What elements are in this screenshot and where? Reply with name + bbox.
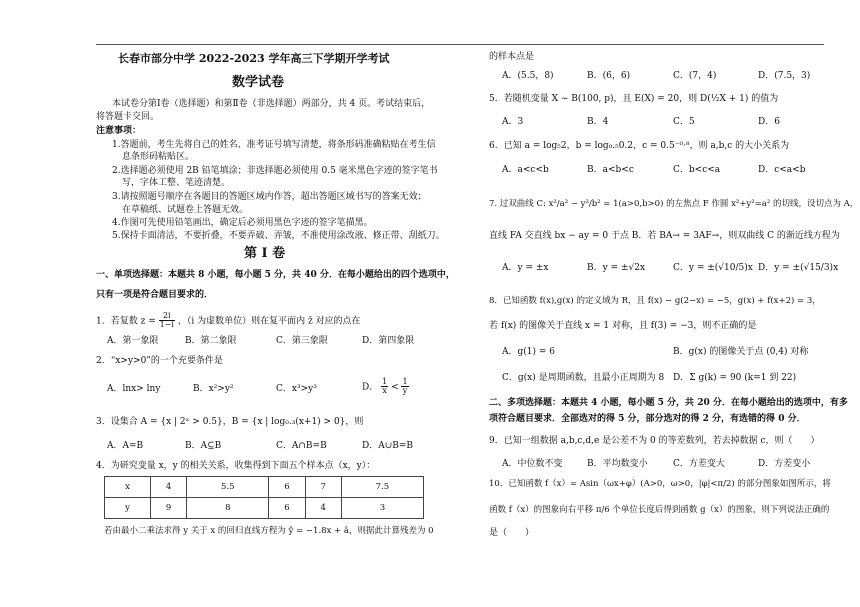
table-cell: 6	[269, 498, 305, 519]
q4-followup: 若由最小二乘法求得 y 关于 x 的回归直线方程为 ŷ = −1.8x + â，则据此计算残差为 0	[104, 526, 434, 536]
q4-option-a[interactable]: A．(5.5，8)	[502, 71, 554, 81]
question-4-stem: 4．为研究变量 x，y 的相关关系，收集得到下面五个样本点（x，y）：	[96, 461, 376, 471]
question-2-stem: 2．“x>y>0”的一个充要条件是	[96, 356, 223, 366]
q5-option-c[interactable]: C．5	[673, 117, 695, 127]
q1-option-d[interactable]: D．第四象限	[362, 336, 415, 346]
q8-option-c[interactable]: C．g(x) 是周期函数，且最小正周期为 8	[502, 373, 665, 383]
section-2-instruction: 二、多项选择题：本题共 4 小题，每小题 5 分，共 20 分．在每小题给出的选项中，有多	[489, 398, 848, 408]
question-8-stem: 8．已知函数 f(x),g(x) 的定义域为 R，且 f(x) − g(2−x) = −5，g(x) + f(x+2) = 3，	[489, 296, 821, 306]
notice-item: 写，字体工整、笔迹清楚。	[122, 178, 231, 188]
q4-option-c[interactable]: C．(7，4)	[673, 71, 717, 81]
q2-d-left-den: x	[382, 386, 387, 396]
q7-option-c[interactable]: C．y = ±(√10/5)x	[673, 263, 753, 273]
q5-option-a[interactable]: A．3	[502, 117, 524, 127]
q8-option-d[interactable]: D．Σ g(k) = 90 (k=1 到 22)	[673, 373, 797, 383]
intro-line: 将答题卡交回。	[96, 112, 160, 122]
question-3-stem: 3．设集合 A = {x | 2ˣ > 0.5}，B = {x | log₀.₃(x+1) > 0}，则	[96, 417, 364, 427]
table-cell: y	[105, 498, 151, 519]
question-7-stem-2: 直线 FA 交直线 bx − ay = 0 于点 B．若 BA→ = 3AF→，则双曲线 C 的渐近线方程为	[489, 231, 840, 241]
table-cell: 9	[151, 498, 187, 519]
section-instruction: 只有一项是符合题目要求的．	[96, 290, 214, 300]
q7-option-d[interactable]: D．y = ±(√15/3)x	[758, 263, 839, 273]
q1-denominator: 1−i	[159, 320, 174, 330]
q4-option-d[interactable]: D．(7.5，3)	[758, 71, 811, 81]
exam-subtitle: 数学试卷	[232, 75, 285, 90]
table-cell: 3	[341, 498, 423, 519]
notice-heading: 注意事项：	[96, 126, 142, 136]
q4-option-b[interactable]: B．(6，6)	[587, 71, 631, 81]
q1-numerator: 2i	[159, 312, 175, 321]
q2-d-operator: <	[391, 382, 399, 393]
q2-d-right-den: y	[402, 386, 408, 396]
table-cell: 6	[269, 477, 305, 498]
section-instruction: 一、单项选择题：本题共 8 小题，每小题 5 分，共 40 分．在每小题给出的四个选项中，	[96, 270, 455, 280]
q1-stem-pre: 1．若复数 z =	[96, 316, 156, 327]
q6-option-c[interactable]: C．b<c<a	[673, 165, 721, 175]
table-row	[105, 498, 424, 519]
q1-option-a[interactable]: A．第一象限	[107, 336, 159, 346]
q7-option-b[interactable]: B．y = ±√2x	[587, 263, 646, 273]
q5-option-b[interactable]: B．4	[587, 117, 609, 127]
table-cell: 7.5	[341, 477, 423, 498]
notice-item: 3.请按照题号顺序在各题目的答题区域内作答，超出答题区域书写的答案无效；	[112, 192, 427, 202]
question-10-stem-3: 是（ ）	[489, 528, 535, 538]
q5-option-d[interactable]: D．6	[758, 117, 780, 127]
table-cell: 7	[305, 477, 341, 498]
q2-option-b[interactable]: B．x²>y²	[193, 384, 234, 394]
notice-item: 2.选择题必须使用 2B 铅笔填涂；非选择题必须使用 0.5 毫米黑色字迹的签字笔书	[112, 166, 438, 176]
table-cell: 4	[151, 477, 187, 498]
table-cell: x	[105, 477, 151, 498]
notice-item: 4.作图可先使用铅笔画出，确定后必须用黑色字迹的签字笔描黑。	[112, 218, 373, 228]
notice-item: 在草稿纸、试题卷上答题无效。	[122, 205, 249, 215]
question-10-stem-2: 函数 f（x）的图象向右平移 π/6 个单位长度后得到函数 g（x）的图象，则下列说法正确的	[489, 505, 830, 515]
q7-option-a[interactable]: A．y = ±x	[502, 263, 549, 273]
q9-option-d[interactable]: D．方差变小	[758, 459, 811, 469]
header-rule	[96, 44, 824, 45]
q1-fraction	[159, 312, 175, 330]
question-6-stem: 6．已知 a = log₅2，b = log₀.₅0.2，c = 0.5⁻⁰·⁸，则 a,b,c 的大小关系为	[489, 141, 790, 151]
notice-item: 1.答题前，考生先将自己的姓名、准考证号填写清楚，将条形码准确粘贴在考生信	[112, 140, 436, 150]
q3-option-a[interactable]: A．A=B	[107, 441, 144, 451]
q2-d-left-fraction	[381, 378, 388, 396]
notice-item: 5.保持卡面清洁，不要折叠，不要弄破、弄皱，不准使用涂改液、修正带、刮纸刀。	[112, 231, 445, 241]
notice-item: 息条形码粘贴区。	[122, 152, 195, 162]
section-2-instruction: 项符合题目要求．全部选对的得 5 分，部分选对的得 2 分，有选错的得 0 分．	[489, 414, 806, 424]
question-10-stem: 10．已知函数 f（x）= Asin（ωx+φ）(A>0，ω>0，|φ|<π/2) 的部分图象如图所示，将	[489, 479, 831, 489]
table-cell: 4	[305, 498, 341, 519]
exam-title: 长春市部分中学 2022-2023 学年高三下学期开学考试	[118, 52, 390, 65]
q6-option-d[interactable]: D．c<a<b	[758, 165, 806, 175]
table-row	[105, 477, 424, 498]
q2-option-a[interactable]: A．lnx> lny	[107, 384, 161, 394]
q2-d-left-num: 1	[382, 377, 388, 386]
q1-stem-post: ，（i 为虚数单位）则在复平面内 z̄ 对应的点在	[177, 316, 361, 327]
q8-option-b[interactable]: B．g(x) 的图像关于点 (0,4) 对称	[673, 347, 809, 357]
q2-option-d[interactable]	[362, 378, 409, 396]
sample-data-table	[104, 476, 424, 519]
q9-option-c[interactable]: C．方差变大	[673, 459, 725, 469]
question-7-stem: 7. 过双曲线 C: x²/a² − y²/b² = 1(a>0,b>0) 的左焦点 F 作圆 x²+y²=a² 的切线，设切点为 A，	[489, 199, 859, 209]
q2-option-d-label: D．	[362, 382, 379, 393]
question-1-stem	[96, 312, 361, 330]
section-title: 第 Ⅰ 卷	[244, 246, 286, 261]
q3-option-d[interactable]: D．A∪B=B	[362, 441, 414, 451]
q2-option-c[interactable]: C．x³>y³	[276, 384, 317, 394]
q6-option-b[interactable]: B．a<b<c	[587, 165, 634, 175]
q4-continuation: 的样本点是	[489, 52, 535, 62]
q6-option-a[interactable]: A．a<c<b	[502, 165, 549, 175]
q8-option-a[interactable]: A．g(1) = 6	[502, 347, 555, 357]
intro-line: 本试卷分第Ⅰ卷（选择题）和第Ⅱ卷（非选择题）两部分，共 4 页。考试结束后，	[112, 99, 431, 109]
question-9-stem: 9．已知一组数据 a,b,c,d,e 是公差不为 0 的等差数列，若去掉数据 c，则（ ）	[489, 436, 820, 446]
q2-d-right-num: 1	[402, 377, 408, 386]
question-8-stem-2: 若 f(x) 的图像关于直线 x = 1 对称，且 f(3) = −3，则不正确的是	[489, 321, 757, 331]
table-cell: 8	[187, 498, 269, 519]
q2-d-right-fraction	[401, 378, 408, 396]
question-5-stem: 5．若随机变量 X ~ B(100, p)，且 E(X) = 20，则 D(½X + 1) 的值为	[489, 94, 779, 104]
q9-option-a[interactable]: A．中位数不变	[502, 459, 563, 469]
q9-option-b[interactable]: B．平均数变小	[587, 459, 648, 469]
q3-option-c[interactable]: C．A∩B=B	[276, 441, 327, 451]
q1-option-b[interactable]: B．第二象限	[185, 336, 237, 346]
q3-option-b[interactable]: B．A⊆B	[185, 441, 222, 451]
q1-option-c[interactable]: C．第三象限	[276, 336, 328, 346]
table-cell: 5.5	[187, 477, 269, 498]
